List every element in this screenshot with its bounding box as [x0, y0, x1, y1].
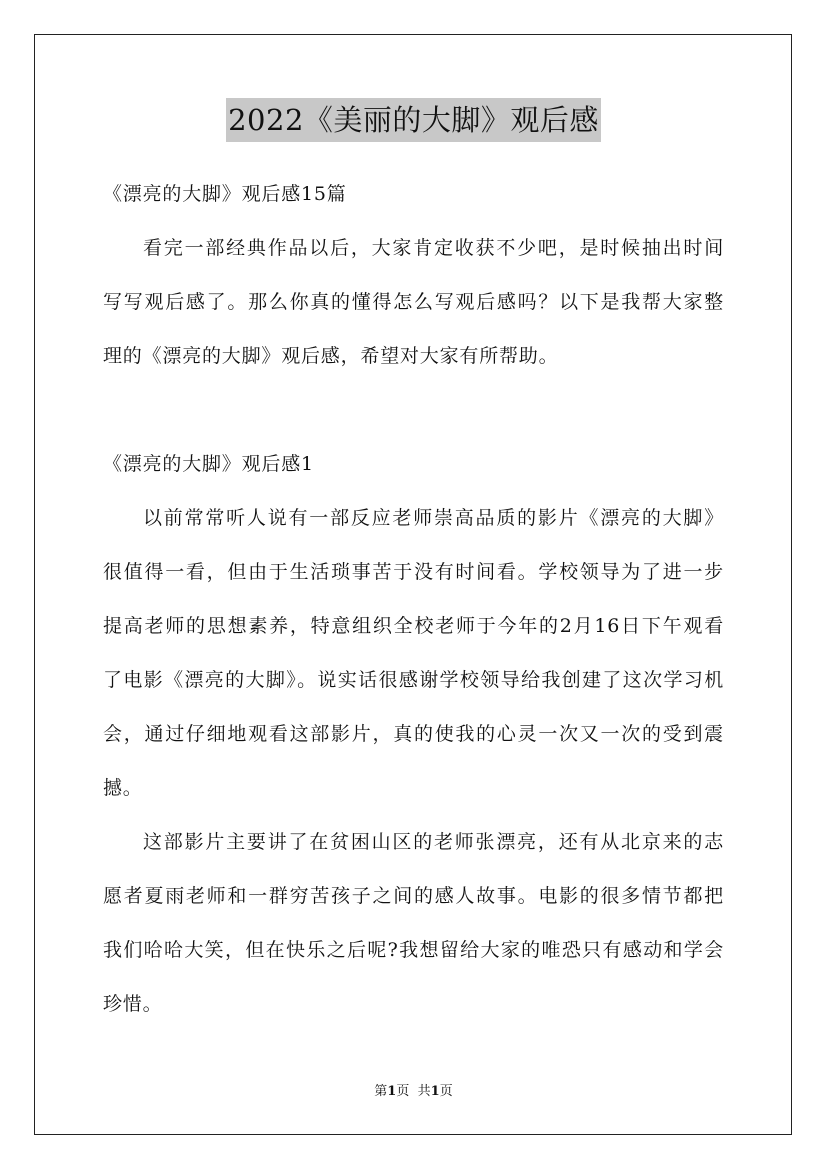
title-container	[0, 98, 827, 142]
paragraph1-line-5: 会，通过仔细地观看这部影片，真的使我的心灵一次又一次的受到震	[103, 723, 724, 745]
footer-prefix: 第	[374, 1084, 388, 1099]
intro-line-2: 写写观后感了。那么你真的懂得怎么写观后感吗？以下是我帮大家整	[103, 291, 724, 313]
footer-page-label: 页	[396, 1084, 410, 1099]
paragraph2-line-3: 我们哈哈大笑，但在快乐之后呢?我想留给大家的唯恐只有感动和学会	[103, 939, 724, 961]
subtitle: 《漂亮的大脚》观后感15篇	[103, 183, 347, 205]
document-title: 2022《美丽的大脚》观后感	[226, 98, 601, 142]
footer-total-pages: 1	[430, 1084, 440, 1099]
paragraph1-line-2: 很值得一看，但由于生活琐事苦于没有时间看。学校领导为了进一步	[103, 561, 724, 583]
paragraph2-line-2: 愿者夏雨老师和一群穷苦孩子之间的感人故事。电影的很多情节都把	[103, 885, 724, 907]
footer-page-number: 1	[387, 1084, 397, 1099]
paragraph1-line-1: 以前常常听人说有一部反应老师崇高品质的影片《漂亮的大脚》	[143, 507, 724, 529]
page-footer	[0, 1083, 827, 1101]
intro-line-3: 理的《漂亮的大脚》观后感，希望对大家有所帮助。	[103, 345, 559, 367]
paragraph2-line-1: 这部影片主要讲了在贫困山区的老师张漂亮，还有从北京来的志	[143, 831, 724, 853]
paragraph1-line-3: 提高老师的思想素养，特意组织全校老师于今年的2月16日下午观看	[103, 615, 724, 637]
intro-line-1: 看完一部经典作品以后，大家肯定收获不少吧，是时候抽出时间	[143, 237, 724, 259]
section-heading: 《漂亮的大脚》观后感1	[103, 453, 314, 475]
footer-total-prefix: 共	[417, 1084, 431, 1099]
paragraph1-line-4: 了电影《漂亮的大脚》。说实话很感谢学校领导给我创建了这次学习机	[103, 669, 724, 691]
footer-total-label: 页	[439, 1084, 453, 1099]
paragraph2-line-4: 珍惜。	[103, 993, 163, 1015]
paragraph1-line-6: 撼。	[103, 777, 143, 799]
